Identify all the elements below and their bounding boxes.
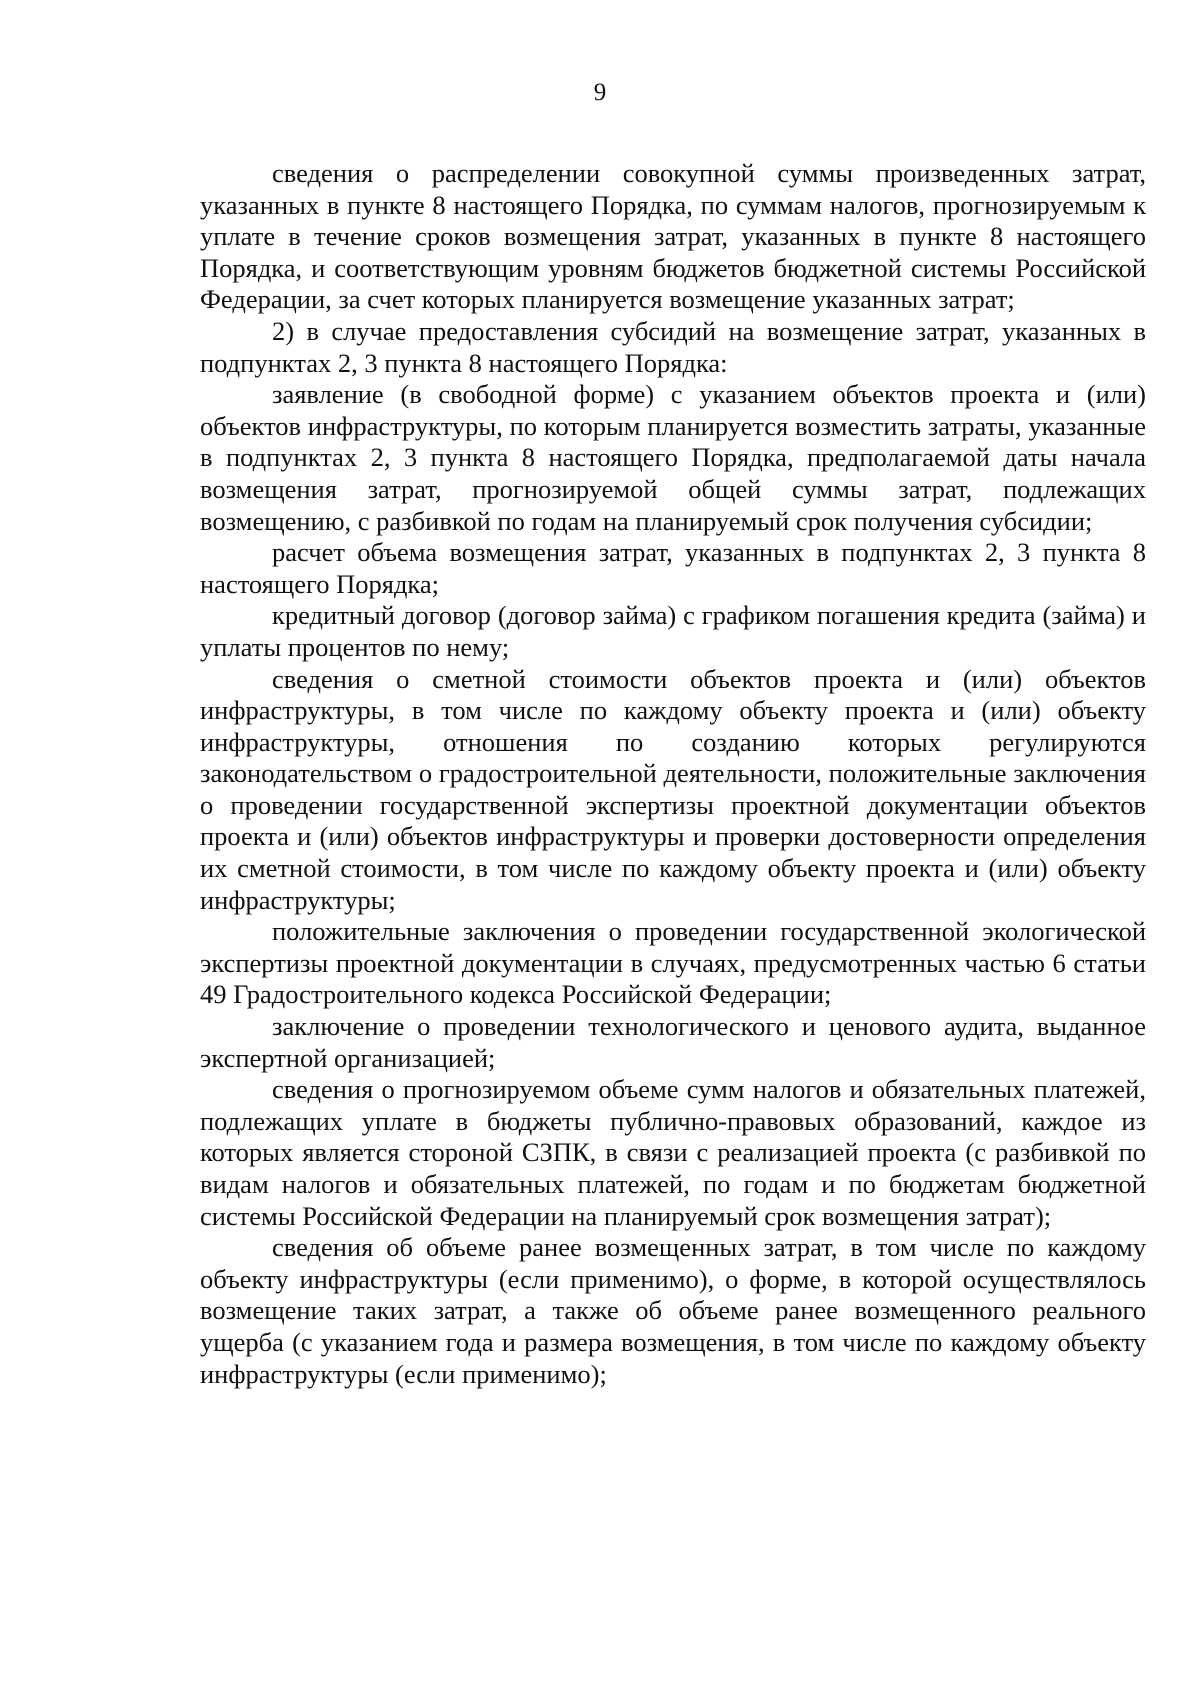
paragraph-technological-audit: заключение о проведении технологического и ценового аудита, выданное экспертной организацией; xyxy=(200,1011,1146,1073)
document-body xyxy=(200,158,1146,1390)
paragraph-previously-reimbursed: сведения об объеме ранее возмещенных затрат, в том числе по каждому объекту инфраструктуры (если применимо), о форме, в которой осуществлялось возмещение таких затрат, а также об объеме ранее возмещенного реального ущерба (с указанием года и размера возмещения, в том числе по каждому объекту инфраструктуры (если применимо); xyxy=(200,1232,1146,1389)
paragraph-reimbursement-calculation: расчет объема возмещения затрат, указанных в подпунктах 2, 3 пункта 8 настоящего Порядка; xyxy=(200,537,1146,599)
paragraph-credit-agreement: кредитный договор (договор займа) с графиком погашения кредита (займа) и уплаты процентов по нему; xyxy=(200,600,1146,662)
page-number: 9 xyxy=(593,79,607,106)
paragraph-item-2-heading: 2) в случае предоставления субсидий на возмещение затрат, указанных в подпунктах 2, 3 пункта 8 настоящего Порядка: xyxy=(200,315,1146,378)
paragraph-ecological-expertise: положительные заключения о проведении государственной экологической экспертизы проектной документации в случаях, предусмотренных частью 6 статьи 49 Градостроительного кодекса Российской Федерации; xyxy=(200,916,1146,1010)
paragraph-forecast-taxes: сведения о прогнозируемом объеме сумм налогов и обязательных платежей, подлежащих уплате в бюджеты публично-правовых образований, каждое из которых является стороной СЗПК, в связи с реализацией проекта (с разбивкой по видам налогов и обязательных платежей, по годам и по бюджетам бюджетной системы Российской Федерации на планируемый срок возмещения затрат); xyxy=(200,1074,1146,1231)
paragraph-tax-distribution-info: сведения о распределении совокупной суммы произведенных затрат, указанных в пункте 8 настоящего Порядка, по суммам налогов, прогнозируемым к уплате в течение сроков возмещения затрат, указанных в пункте 8 настоящего Порядка, и соответствующим уровням бюджетов бюджетной системы Российской Федерации, за счет которых планируется возмещение указанных затрат; xyxy=(200,158,1146,315)
paragraph-application-statement: заявление (в свободной форме) с указанием объектов проекта и (или) объектов инфраструктуры, по которым планируется возместить затраты, указанные в подпунктах 2, 3 пункта 8 настоящего Порядка, предполагаемой даты начала возмещения затрат, прогнозируемой общей суммы затрат, подлежащих возмещению, с разбивкой по годам на планируемый срок получения субсидии; xyxy=(200,379,1146,536)
paragraph-estimated-cost-info: сведения о сметной стоимости объектов проекта и (или) объектов инфраструктуры, в том числе по каждому объекту проекта и (или) объекту инфраструктуры, отношения по созданию которых регулируются законодательством о градостроительной деятельности, положительные заключения о проведении государственной экспертизы проектной документации объектов проекта и (или) объектов инфраструктуры и проверки достоверности определения их сметной стоимости, в том числе по каждому объекту проекта и (или) объекту инфраструктуры; xyxy=(200,663,1146,915)
